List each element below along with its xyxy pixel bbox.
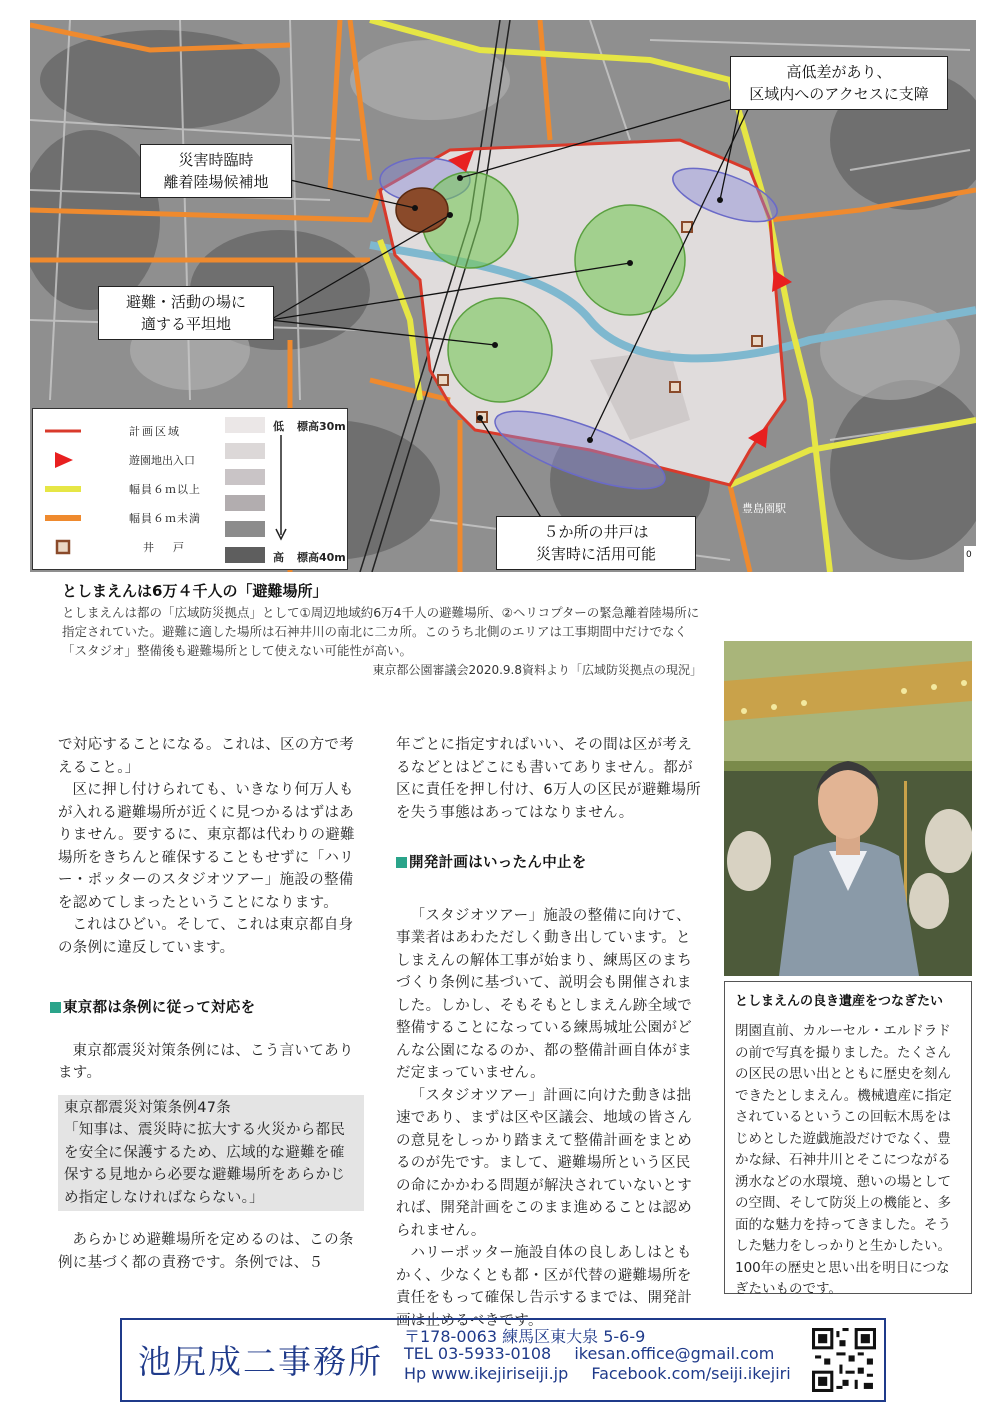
col1-paragraph-3: これはひどい。そして、これは東京都自身の条例に違反しています。 (58, 917, 354, 956)
office-phone-email (404, 1344, 774, 1363)
elevation-low-value: 標高30m (297, 420, 346, 433)
elevation-high: 高 (273, 551, 284, 564)
photo-caption-text: 閉園直前、カルーセル・エルドラドの前で写真を撮りました。たくさんの区民の思い出とともに歴史を刻んできたとしまえん。機械遺産に指定されているというこの回転木馬をはじめとした遊戯施設だけでなく、豊かな緑、石神井川とそこにつながる湧水などの水環境、憩いの場としての空間、そして防災上の機能と、多面的な魅力を持ってきました。そうした魅力をしっかりと生かしたい。100年の歴史と思い出を明日につなぎたいものです。 (735, 1023, 952, 1297)
col1-heading (50, 997, 364, 1020)
caption-source: 東京都公園審議会2020.9.8資料より「広域防災拠点の現況」 (372, 663, 702, 677)
col1-paragraph-2: 区に押し付けられても、いきなり何万人もが入れる避難場所が近くに見つかるはずはありません。要するに、東京都は代わりの避難場所をきちんと確保することもせずに「ハリー・ポッターのスタジオツアー」施設の整備を認めてしまったということになります。 (58, 782, 355, 911)
legend-entrance-label: 遊園地出入口 (129, 454, 195, 467)
legend-narrow-road-label: 幅員６ｍ未満 (129, 512, 201, 525)
caption-body: としまえんは都の「広域防災拠点」として①周辺地域約6万4千人の避難場所、②ヘリコプターの緊急離着陸場所に指定されていた。避難に適した場所は石神井川の南北に二カ所。このうち北側のエリアは工事期間中だけでなく「スタジオ」整備後も避難場所として使えない可能性が高い。 (62, 605, 700, 658)
legend-wide-road-label: 幅員６ｍ以上 (129, 483, 201, 496)
office-facebook[interactable]: Facebook.com/seiji.ikejiri (591, 1364, 791, 1383)
legend-plan-area (33, 419, 213, 443)
portrait-image (724, 641, 972, 976)
yellow-line-icon (43, 484, 83, 494)
office-email[interactable]: ikesan.office@gmail.com (574, 1344, 775, 1363)
article-column-1 (58, 734, 364, 1274)
flat-land-label-text: 避難・活動の場に 適する平坦地 (125, 293, 246, 333)
photo-caption-title: としまえんの良き遺産をつなぎたい (735, 994, 944, 1009)
legend-narrow-road (33, 506, 213, 530)
col2-paragraph-4: ハリーポッター施設自体の良しあしはともかく、少なくとも都・区が代替の避難場所を責任をもって確保し告示するまでは、開発計画は止めるべきです。 (396, 1245, 692, 1329)
col2-paragraph-1: 年ごとに指定すればいい、その間は区が考えるなどとはどこにも書いてありません。都が区に責任を押し付け、6万人の区民が避難場所を失う事態はあってはなりません。 (396, 737, 701, 821)
map-caption (62, 580, 702, 678)
ordinance-quote-body: 「知事は、震災時に拡大する火災から都民を安全に保護するため、広域的な避難を確保する見地から必要な避難場所をあらかじめ指定しなければならない。」 (64, 1122, 346, 1206)
office-name: 池尻成二事務所 (138, 1342, 383, 1381)
office-phone: TEL 03-5933-0108 (404, 1344, 552, 1363)
office-address: 〒178-0063 練馬区東大泉 5-6-9 (404, 1327, 646, 1346)
col2-heading (396, 852, 702, 875)
legend-wide-road (33, 477, 213, 501)
legend-well (33, 535, 213, 559)
heading-marker-icon (396, 857, 407, 868)
wells-label (496, 516, 696, 570)
heading-marker-icon (50, 1002, 61, 1013)
office-footer (120, 1318, 886, 1402)
map-legend (32, 408, 348, 570)
elevation-high-value: 標高40m (297, 551, 346, 564)
col1-paragraph-1: で対応することになる。これは、区の方で考えること。」 (58, 737, 354, 776)
station-label: 豊島園駅 (742, 502, 786, 515)
elevation-gap-label (730, 56, 948, 110)
qr-code-icon[interactable] (812, 1328, 876, 1392)
col1-heading-text: 東京都は条例に従って対応を (63, 1000, 256, 1016)
elevation-gap-label-text: 高低差があり、 区域内へのアクセスに支障 (749, 63, 929, 103)
legend-well-label: 井 戸 (143, 541, 188, 554)
col2-paragraph-3: 「スタジオツアー」計画に向けた動きは拙速であり、まずは区や区議会、地域の皆さんの意見をしっかり踏まえて整備計画をまとめるのが先です。まして、避難場所という区民の命にかかわる問題が解決されていないとすれば、開発計画をこのまま進めることは認められません。 (396, 1087, 692, 1239)
legend-plan-area-label: 計画区域 (129, 425, 181, 438)
well-square-icon (43, 538, 83, 556)
elevation-swatch-6 (225, 547, 265, 563)
col2-paragraph-2: 「スタジオツアー」施設の整備に向けて、事業者はあわただしく動き出しています。としまえんの解体工事が始まり、練馬区のまちづくり条例に基づいて、説明会も開催されました。しかし、そもそもとしまえん跡全域で整備することになっている練馬城址公園がどんな公園になるのか、都の整備計画自体がまだ定まっていません。 (396, 907, 692, 1081)
down-arrow-icon (275, 435, 287, 541)
article-column-2 (396, 734, 702, 1332)
ordinance-quote-title: 東京都震災対策条例47条 (64, 1099, 232, 1116)
ordinance-quote (58, 1095, 364, 1212)
col1-paragraph-4: 東京都震災対策条例には、こう言いてあります。 (58, 1042, 354, 1081)
legend-entrance (33, 448, 213, 472)
office-homepage[interactable]: Hp www.ikejiriseiji.jp (404, 1364, 569, 1383)
elevation-swatch-4 (225, 495, 265, 511)
photo-caption-box (724, 981, 972, 1297)
heliport-label-text: 災害時臨時 離着陸場候補地 (163, 151, 269, 191)
col1-paragraph-5: あらかじめ避難場所を定めるのは、この条例に基づく都の責務です。条例では、５ (58, 1232, 354, 1271)
scale-zero: 0 (966, 550, 972, 560)
orange-line-icon (43, 513, 83, 523)
elevation-swatch-3 (225, 469, 265, 485)
wells-label-text: ５か所の井戸は 災害時に活用可能 (535, 523, 656, 563)
flat-land-label (98, 286, 274, 340)
col2-heading-text: 開発計画はいったん中止を (409, 855, 587, 871)
carousel-photo (724, 641, 972, 976)
elevation-swatch-2 (225, 443, 265, 459)
elevation-swatch-5 (225, 521, 265, 537)
heliport-label (140, 144, 292, 198)
red-line-icon (43, 426, 83, 436)
office-web (404, 1364, 791, 1383)
elevation-low: 低 (273, 420, 284, 433)
elevation-swatch-1 (225, 417, 265, 433)
red-triangle-icon (43, 451, 83, 469)
caption-title: としまえんは6万４千人の「避難場所」 (62, 582, 328, 600)
